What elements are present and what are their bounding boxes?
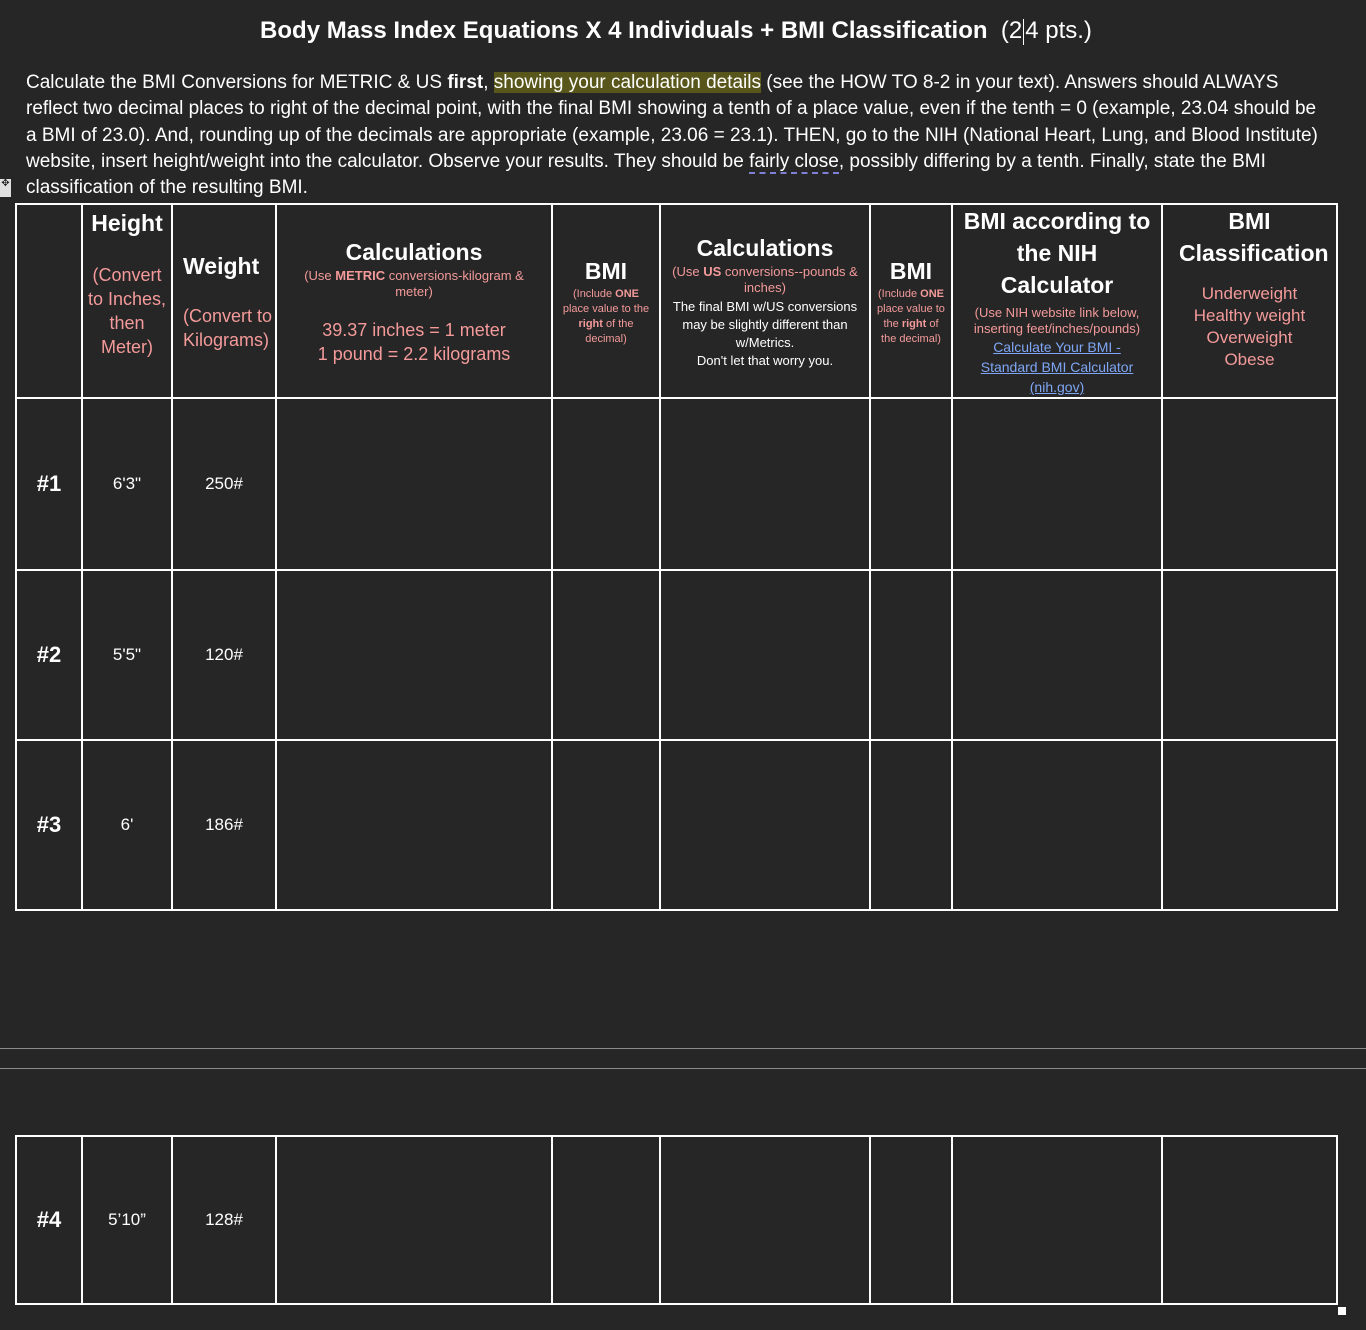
metric-calc-cell[interactable] — [276, 1136, 552, 1304]
height-cell[interactable]: 5'5" — [82, 570, 172, 740]
grammar-squiggle[interactable]: fairly close — [749, 150, 839, 172]
weight-cell[interactable]: 120# — [172, 570, 276, 740]
nih-bmi-cell[interactable] — [952, 740, 1162, 910]
table-move-handle-icon[interactable]: ✥ — [0, 179, 11, 197]
classification-cell[interactable] — [1162, 570, 1337, 740]
bmi-metric-cell[interactable] — [552, 570, 660, 740]
bmi-table-continued — [15, 1135, 1338, 1305]
header-height[interactable]: Height (Convert to Inches, then Meter) — [82, 204, 172, 398]
header-corner-cell[interactable] — [16, 204, 82, 398]
bmi-metric-cell[interactable] — [552, 1136, 660, 1304]
class-obese: Obese — [1224, 350, 1275, 369]
row-label[interactable]: #3 — [16, 740, 82, 910]
class-overweight: Overweight — [1206, 328, 1293, 347]
row-label[interactable]: #2 — [16, 570, 82, 740]
us-calc-cell[interactable] — [660, 398, 870, 570]
classification-cell[interactable] — [1162, 398, 1337, 570]
bmi-us-cell[interactable] — [870, 1136, 952, 1304]
nih-bmi-cell[interactable] — [952, 570, 1162, 740]
height-cell[interactable]: 5’10” — [82, 1136, 172, 1304]
class-healthy: Healthy weight — [1193, 306, 1306, 325]
us-calc-cell[interactable] — [660, 570, 870, 740]
header-bmi-metric[interactable]: BMI (Include ONE place value to the right of the decimal) — [552, 204, 660, 398]
highlighted-text: showing your calculation details — [493, 72, 761, 93]
classification-cell[interactable] — [1162, 740, 1337, 910]
header-bmi-classification[interactable]: BMI Classification Underweight Healthy weight Overweight Obese — [1162, 204, 1337, 398]
table-row — [16, 1136, 1337, 1304]
weight-cell[interactable]: 186# — [172, 740, 276, 910]
height-cell[interactable]: 6' — [82, 740, 172, 910]
nih-calculator-link[interactable]: Calculate Your BMI - Standard BMI Calculator (nih.gov) — [980, 339, 1134, 395]
page-title — [0, 14, 1352, 48]
weight-cell[interactable]: 128# — [172, 1136, 276, 1304]
header-calculations-metric[interactable]: Calculations (Use METRIC conversions-kilogram & meter) 39.37 inches = 1 meter 1 pound = 2.2 kilograms — [276, 204, 552, 398]
us-calc-cell[interactable] — [660, 740, 870, 910]
bmi-us-cell[interactable] — [870, 740, 952, 910]
us-calc-cell[interactable] — [660, 1136, 870, 1304]
row-label[interactable]: #4 — [16, 1136, 82, 1304]
bmi-metric-cell[interactable] — [552, 740, 660, 910]
header-nih-bmi[interactable]: BMI according to the NIH Calculator (Use NIH website link below, inserting feet/inches/pounds) Calculate Your BMI - Standard BMI Calculator (nih.gov) — [952, 204, 1162, 398]
table-row — [16, 398, 1337, 570]
metric-calc-cell[interactable] — [276, 570, 552, 740]
instructions-paragraph[interactable]: Calculate the BMI Conversions for METRIC & US first, showing your calculation details (see the HOW TO 8-2 in your text). Answers should ALWAYS reflect two decimal places to right of the decimal point, with the final BMI showing a tenth of a place value, even if the tenth = 0 (example, 23.04 should be a BMI of 23.0). And, rounding up of the decimals are appropriate (example, 23.06 = 23.1). THEN, go to the NIH (National Heart, Lung, and Blood Institute) website, insert height/weight into the calculator. Observe your results. They should be fairly close, possibly differing by a tenth. Finally, state the BMI classification of the resulting BMI. — [26, 72, 1318, 199]
bmi-us-cell[interactable] — [870, 398, 952, 570]
table-resize-handle-icon[interactable] — [1338, 1307, 1346, 1315]
row-label[interactable]: #1 — [16, 398, 82, 570]
title-points: (2 4 pts.) — [1000, 17, 1092, 44]
bmi-table — [15, 203, 1338, 911]
metric-calc-cell[interactable] — [276, 398, 552, 570]
table-row — [16, 740, 1337, 910]
header-bmi-us[interactable]: BMI (Include ONE place value to the right of the decimal) — [870, 204, 952, 398]
bmi-metric-cell[interactable] — [552, 398, 660, 570]
page-break-line — [0, 1068, 1366, 1069]
header-row — [16, 204, 1337, 398]
table-row — [16, 570, 1337, 740]
classification-cell[interactable] — [1162, 1136, 1337, 1304]
class-underweight: Underweight — [1201, 284, 1298, 303]
header-weight[interactable]: Weight (Convert to Kilograms) — [172, 204, 276, 398]
nih-bmi-cell[interactable] — [952, 1136, 1162, 1304]
title-main: Body Mass Index Equations X 4 Individuals + BMI Classification — [260, 17, 988, 44]
height-cell[interactable]: 6'3" — [82, 398, 172, 570]
metric-calc-cell[interactable] — [276, 740, 552, 910]
page-break-line — [0, 1048, 1366, 1049]
header-calculations-us[interactable]: Calculations (Use US conversions--pounds & inches) The final BMI w/US conversions may be slightly different than w/Metrics. Don't let that worry you. — [660, 204, 870, 398]
weight-cell[interactable]: 250# — [172, 398, 276, 570]
bmi-us-cell[interactable] — [870, 570, 952, 740]
nih-bmi-cell[interactable] — [952, 398, 1162, 570]
